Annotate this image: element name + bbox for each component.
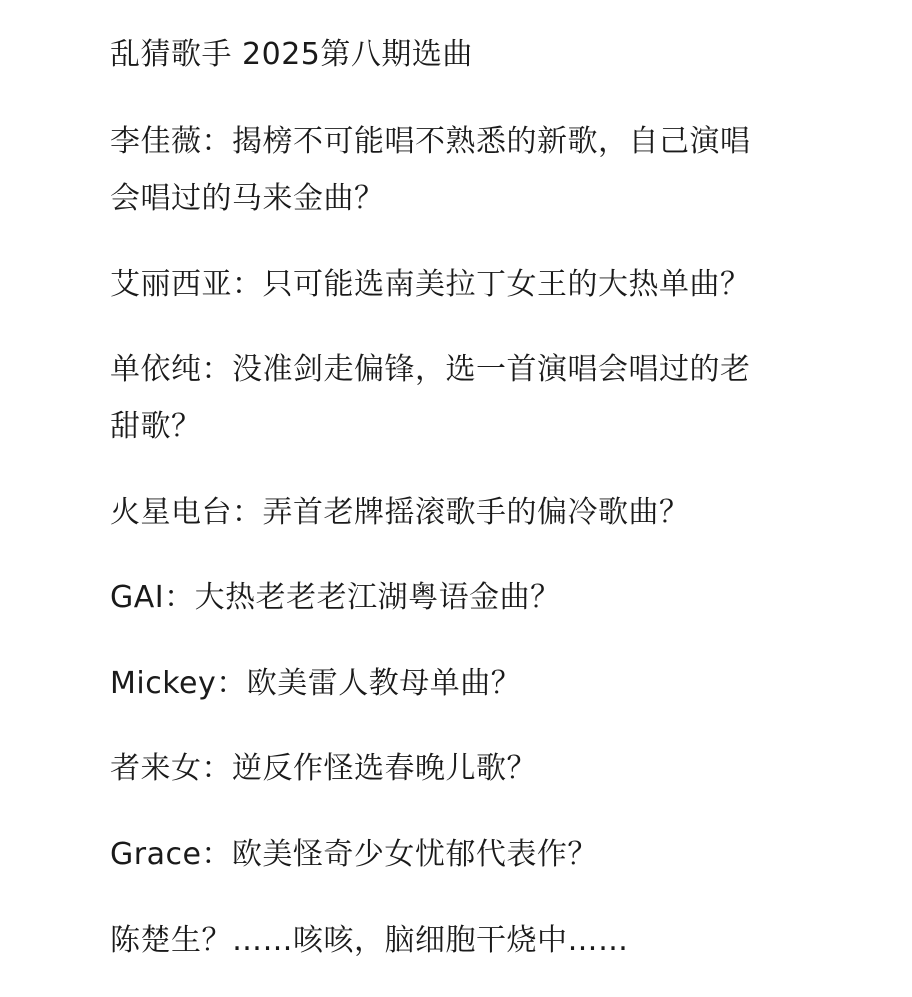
entry-shan-yichun-line-2: 甜歌？	[110, 409, 202, 444]
entry-mickey: Mickey：欧美雷人教母单曲？	[110, 666, 522, 701]
entry-mars-radio: 火星电台：弄首老牌摇滚歌手的偏冷歌曲？	[110, 495, 690, 530]
entry-li-jiawei-line-1: 李佳薇：揭榜不可能唱不熟悉的新歌，自己演唱	[110, 124, 751, 159]
entry-grace: Grace：欧美怪奇少女忧郁代表作？	[110, 837, 598, 872]
entry-gai: GAI：大热老老老江湖粤语金曲？	[110, 580, 561, 615]
entry-li-jiawei-line-2: 会唱过的马来金曲？	[110, 181, 385, 216]
entry-shan-yichun-line-1: 单依纯：没准剑走偏锋，选一首演唱会唱过的老	[110, 352, 751, 387]
entry-alicia: 艾丽西亚：只可能选南美拉丁女王的大热单曲？	[110, 267, 751, 302]
entry-chen-chusheng: 陈楚生？……咳咳，脑细胞干烧中……	[110, 923, 629, 958]
article-title: 乱猜歌手 2025第八期选曲	[110, 37, 473, 72]
entry-zhe-lai-nv: 者来女：逆反作怪选春晚儿歌？	[110, 751, 537, 786]
